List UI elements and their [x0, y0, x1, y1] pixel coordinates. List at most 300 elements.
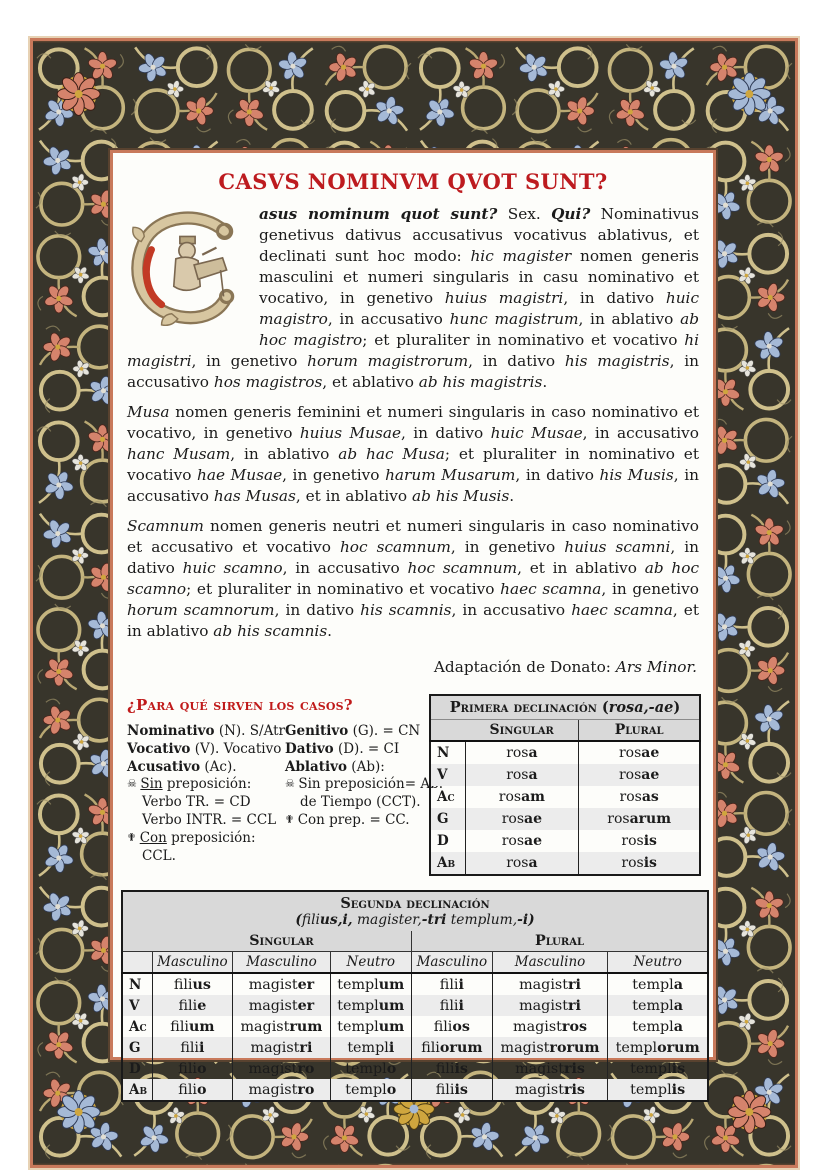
casos-right-column: [285, 723, 443, 866]
table-header-row: [430, 720, 700, 742]
word-stem: ros: [618, 767, 642, 783]
table-title-row: [430, 695, 700, 720]
word-ending: ae: [641, 767, 660, 783]
word-ending: ro: [297, 1081, 315, 1098]
declined-form: [608, 1079, 708, 1101]
word-ending: orum: [439, 1039, 483, 1056]
word-stem: magist: [500, 1039, 550, 1056]
text-segment: Scamnum: [127, 517, 204, 535]
word-stem: ros: [621, 833, 644, 849]
case-label: D: [129, 1060, 141, 1077]
text-segment: ab his Musis: [411, 487, 510, 505]
text-segment: us,i,: [319, 912, 353, 928]
text-segment: de Tiempo (CCT).: [300, 794, 421, 811]
text-segment: (V). Vocativo: [190, 740, 282, 757]
paragraph-musa: [127, 402, 699, 507]
word-ending: is: [643, 833, 657, 849]
dropcap-scribe-illustration: [127, 207, 249, 331]
casos-left-column: [127, 723, 285, 866]
declined-form: [492, 995, 608, 1016]
caso-line: [127, 830, 277, 848]
word-ending: um: [378, 1018, 405, 1035]
text-segment: , in accusativo: [451, 601, 572, 619]
declined-form: [608, 995, 708, 1016]
text-segment: horum scamnorum: [127, 601, 275, 619]
segunda-title: Segunda declinación: [122, 891, 708, 912]
word-ending: i: [458, 997, 464, 1014]
word-ending: ri: [567, 997, 581, 1014]
text-segment: , et ablativo: [322, 373, 419, 391]
text-segment: fili: [301, 912, 320, 928]
text-segment: Vocativo: [127, 740, 191, 757]
word-ending: a: [673, 997, 684, 1014]
text-segment: CCL.: [142, 847, 176, 864]
vine-tile: [609, 1164, 695, 1165]
text-segment: , in accusativo: [127, 466, 699, 505]
declined-form: [608, 1016, 708, 1037]
text-segment: ab his magistris: [418, 373, 543, 391]
declined-form: [465, 741, 579, 764]
declined-form: [152, 1058, 233, 1079]
text-segment: nomen generis feminini et numeri singularis in caso nominativo et vocativo, in genetivo: [127, 403, 699, 442]
word-ending: er: [297, 976, 315, 993]
text-segment: Adaptación de Donato:: [433, 658, 616, 676]
word-stem: fili: [435, 1081, 455, 1098]
text-segment: , in genetivo: [601, 580, 699, 598]
declined-form: [492, 1037, 608, 1058]
text-segment: Qui?: [551, 205, 591, 223]
declined-form: [411, 1037, 492, 1058]
word-ending: ris: [563, 1081, 585, 1098]
word-ending: is: [671, 1060, 686, 1077]
word-stem: fili: [178, 997, 198, 1014]
word-stem: templ: [630, 1060, 672, 1077]
word-ending: us: [192, 976, 211, 993]
caso-line: [285, 723, 435, 741]
caso-line: [127, 740, 282, 759]
text-segment: hi magistri: [127, 331, 699, 370]
text-segment: hoc scamnum: [339, 538, 451, 556]
word-ending: i: [199, 1039, 205, 1056]
word-ending: ros: [561, 1018, 588, 1035]
declined-form: [330, 1016, 411, 1037]
word-stem: templ: [337, 976, 379, 993]
declined-form: [330, 1058, 411, 1079]
word-ending: o: [196, 1081, 207, 1098]
text-segment: .: [542, 373, 548, 391]
word-ending: ris: [563, 1060, 585, 1077]
text-segment: , in dativo: [468, 352, 565, 370]
word-ending: a: [673, 1018, 684, 1035]
declined-form: [152, 1037, 233, 1058]
text-segment: his magistris: [564, 352, 670, 370]
declension-row: [430, 808, 700, 830]
text-segment: , in accusativo: [582, 424, 699, 442]
bullet-icon: ☠: [285, 777, 299, 791]
text-segment: hos magistros: [213, 373, 323, 391]
caso-line: [127, 723, 285, 741]
table-subtitle-row: [122, 912, 708, 931]
word-ending: ae: [524, 833, 543, 849]
caso-line: [127, 848, 277, 866]
text-segment: Verbo INTR. = CCL: [142, 812, 277, 829]
text-segment: Con prep. = CC.: [297, 812, 410, 829]
word-stem: templ: [632, 976, 674, 993]
word-stem: ros: [501, 811, 525, 827]
text-segment: , in dativo: [563, 289, 666, 307]
declension-row: [122, 973, 708, 995]
declined-form: [152, 1016, 233, 1037]
word-ending: ae: [524, 811, 543, 827]
word-ending: a: [528, 855, 538, 871]
text-segment: , in ablativo: [578, 310, 681, 328]
text-segment: Ablativo: [285, 758, 348, 775]
gender-header: Masculino: [152, 952, 233, 974]
text-segment: nomen generis neutri et numeri singularis in caso nominativo et accusativo et vocativo: [127, 517, 699, 556]
text-segment: .: [509, 487, 515, 505]
caso-line: [285, 776, 443, 794]
word-ending: is: [671, 1081, 686, 1098]
bullet-icon: ✟: [127, 830, 140, 844]
text-segment: magister,: [352, 912, 422, 928]
bullet-icon: ☠: [127, 777, 141, 791]
word-stem: templ: [337, 1018, 379, 1035]
case-column-header: [122, 952, 152, 974]
page-title: CASVS NOMINVM QVOT SUNT?: [218, 169, 608, 194]
text-segment: ab hac Musa: [338, 445, 445, 463]
singular-header: Singular: [465, 720, 579, 742]
word-stem: magist: [248, 976, 298, 993]
gender-header-row: [122, 952, 708, 974]
gender-header: Masculino: [233, 952, 330, 974]
text-segment: (: [295, 912, 302, 928]
text-segment: , et in ablativo: [295, 487, 412, 505]
word-ending: a: [673, 976, 684, 993]
case-label: Ac: [129, 1018, 147, 1035]
gender-header: Masculino: [492, 952, 608, 974]
word-ending: a: [528, 745, 538, 761]
declined-form: [152, 995, 233, 1016]
declension-row: [122, 1079, 708, 1101]
word-ending: ri: [567, 976, 581, 993]
word-stem: templ: [630, 1081, 672, 1098]
text-segment: Nominativo: [127, 723, 215, 739]
word-ending: is: [454, 1081, 468, 1098]
text-segment: harum Musarum: [385, 466, 516, 484]
text-segment: (D). = CI: [333, 740, 400, 757]
word-stem: ros: [621, 855, 644, 871]
declined-form: [411, 973, 492, 995]
word-stem: templ: [337, 997, 379, 1014]
caso-line: [285, 812, 435, 830]
word-ending: i: [458, 976, 464, 993]
word-stem: templ: [347, 1039, 389, 1056]
caso-line: [127, 794, 277, 812]
text-segment: (G). = CN: [348, 723, 421, 739]
caso-line: [285, 741, 435, 759]
word-ending: is: [643, 855, 657, 871]
text-segment: , in accusativo: [282, 559, 408, 577]
casos-heading: ¿Para qué sirven los casos?: [127, 696, 353, 714]
declined-form: [233, 1079, 330, 1101]
declined-form: [579, 830, 700, 852]
word-stem: magist: [250, 1039, 300, 1056]
caso-line: [285, 759, 435, 777]
text-segment: hoc scamnum: [407, 559, 518, 577]
text-segment: asus nominum quot sunt?: [259, 205, 498, 223]
text-segment: ab his scamnis: [213, 622, 328, 640]
declined-form: [152, 973, 233, 995]
case-column-header: [122, 931, 152, 952]
text-segment: ): [673, 699, 681, 716]
case-label: Ac: [437, 789, 455, 805]
word-ending: rorum: [549, 1039, 600, 1056]
word-stem: templ: [615, 1039, 658, 1056]
declined-form: [330, 995, 411, 1016]
text-segment: his scamnis: [360, 601, 452, 619]
text-segment: preposición:: [166, 829, 256, 846]
text-segment: preposición:: [162, 776, 252, 793]
caso-line: [127, 812, 277, 830]
text-segment: horum magistrorum: [307, 352, 469, 370]
declined-form: [465, 764, 579, 786]
word-stem: ros: [607, 811, 630, 827]
text-segment: Verbo TR. = CD: [142, 794, 251, 811]
text-segment: huius Musae: [299, 424, 402, 442]
text-segment: ): [528, 912, 535, 928]
declension-row: [122, 995, 708, 1016]
declined-form: [492, 1016, 608, 1037]
declined-form: [465, 808, 579, 830]
word-stem: ros: [618, 745, 642, 761]
word-ending: um: [188, 1018, 215, 1035]
word-stem: fili: [170, 1018, 189, 1035]
text-segment: Dativo: [285, 740, 334, 757]
text-segment: ; et pluraliter in nominativo et vocativo: [362, 331, 685, 349]
word-stem: magist: [515, 1060, 564, 1077]
text-segment: ; et pluraliter in nominativo et vocativo: [127, 445, 699, 484]
declined-form: [608, 1037, 708, 1058]
caso-line: [127, 776, 277, 794]
word-stem: ros: [506, 767, 529, 783]
casos-section: [127, 694, 443, 866]
text-segment: , in genetivo: [282, 466, 386, 484]
gender-header: Neutro: [330, 952, 411, 974]
word-stem: ros: [506, 855, 529, 871]
word-ending: rum: [289, 1018, 323, 1035]
text-segment: his Musis: [599, 466, 674, 484]
plural-header: Plural: [579, 720, 700, 742]
declension-row: [430, 786, 700, 808]
word-ending: os: [452, 1018, 470, 1035]
word-ending: is: [454, 1060, 468, 1077]
text-segment: ros: [608, 699, 635, 716]
declined-form: [233, 1037, 330, 1058]
word-ending: ri: [299, 1039, 313, 1056]
word-ending: um: [378, 997, 405, 1014]
text-segment: templum,: [446, 912, 518, 928]
text-segment: , in accusativo: [127, 352, 699, 391]
primera-declinacion-table: [429, 694, 701, 876]
word-ending: i: [388, 1039, 395, 1056]
declined-form: [465, 830, 579, 852]
declined-form: [411, 1058, 492, 1079]
declension-row: [430, 830, 700, 852]
word-stem: templ: [632, 997, 674, 1014]
text-segment: ; et pluraliter in nominativo et vocativo: [186, 580, 501, 598]
text-segment: huic magistro: [259, 289, 700, 328]
case-label: N: [129, 976, 142, 993]
declension-row: [122, 1058, 708, 1079]
word-stem: magist: [248, 1060, 298, 1077]
declension-row: [122, 1037, 708, 1058]
gender-header: Neutro: [608, 952, 708, 974]
text-segment: haec scamna: [571, 601, 673, 619]
text-segment: ab hoc scamno: [127, 559, 700, 598]
declined-form: [579, 786, 700, 808]
text-segment: , in accusativo: [327, 310, 450, 328]
text-segment: haec scamna: [500, 580, 602, 598]
text-segment: Nominativus genetivus dativus accusativus vocativus ablativus, et declinati sunt hoc modo:: [259, 205, 699, 265]
word-stem: magist: [248, 1081, 298, 1098]
word-stem: fili: [178, 1060, 197, 1077]
word-ending: e: [197, 997, 207, 1014]
word-stem: magist: [515, 1081, 564, 1098]
declined-form: [233, 1016, 330, 1037]
text-segment: , in dativo: [401, 424, 491, 442]
text-segment: (N). S/Atr: [214, 723, 285, 739]
content-panel: [110, 150, 716, 1098]
case-label: D: [437, 833, 449, 849]
text-segment: (Ac).: [200, 758, 237, 775]
text-segment: a,-ae: [634, 699, 674, 716]
vine-tile: [228, 1164, 314, 1165]
word-ending: ro: [297, 1060, 315, 1077]
word-stem: magist: [519, 997, 568, 1014]
text-segment: , et in ablativo: [127, 601, 699, 640]
word-ending: o: [386, 1081, 397, 1098]
casos-columns: [127, 723, 443, 866]
word-stem: fili: [439, 976, 459, 993]
paragraph-scamnum: [127, 516, 699, 642]
table-title-row: [122, 891, 708, 912]
declined-form: [330, 973, 411, 995]
word-stem: magist: [240, 1018, 290, 1035]
word-stem: ros: [501, 833, 525, 849]
caso-line: [127, 759, 277, 777]
word-ending: ae: [641, 745, 660, 761]
text-segment: has Musas: [213, 487, 296, 505]
word-ending: as: [641, 789, 659, 805]
text-segment: huic scamno: [182, 559, 283, 577]
text-segment: -tri: [421, 912, 447, 928]
declension-row: [122, 1016, 708, 1037]
text-segment: (Ab):: [347, 758, 385, 775]
text-segment: hae Musae: [197, 466, 283, 484]
bullet-icon: ✟: [285, 813, 298, 827]
text-segment: , et in ablativo: [517, 559, 645, 577]
case-label: Ab: [437, 855, 456, 871]
declined-form: [330, 1037, 411, 1058]
word-ending: a: [528, 767, 538, 783]
declined-form: [492, 1058, 608, 1079]
text-segment: Con: [139, 829, 167, 846]
text-segment: huius scamni: [564, 538, 671, 556]
word-stem: ros: [619, 789, 642, 805]
declined-form: [608, 1058, 708, 1079]
text-segment: huius magistri: [444, 289, 564, 307]
case-label: G: [129, 1039, 141, 1056]
declined-form: [233, 973, 330, 995]
word-ending: er: [297, 997, 315, 1014]
case-label: G: [437, 811, 449, 827]
declined-form: [233, 1058, 330, 1079]
case-label: V: [129, 997, 140, 1014]
word-stem: magist: [513, 1018, 562, 1035]
declined-form: [492, 973, 608, 995]
text-segment: Sex.: [497, 205, 552, 223]
declined-form: [233, 995, 330, 1016]
word-ending: arum: [629, 811, 672, 827]
declension-row: [430, 741, 700, 764]
singular-group-header: Singular: [152, 931, 411, 952]
text-segment: , in dativo: [515, 466, 600, 484]
middle-row: [127, 694, 701, 876]
gender-header: Masculino: [411, 952, 492, 974]
text-segment: , in genetivo: [191, 352, 308, 370]
text-segment: Musa: [127, 403, 170, 421]
text-segment: , in genetivo: [450, 538, 565, 556]
declension-row: [430, 764, 700, 786]
word-stem: fili: [180, 1039, 200, 1056]
segunda-subtitle: [122, 912, 708, 931]
case-label: Ab: [129, 1081, 148, 1098]
declined-form: [411, 1016, 492, 1037]
word-stem: fili: [421, 1039, 440, 1056]
declined-form: [465, 852, 579, 875]
text-segment: Acusativo: [127, 758, 201, 775]
word-ending: am: [521, 789, 545, 805]
paragraph-magister: [127, 204, 699, 393]
declined-form: [330, 1079, 411, 1101]
text-segment: Genitivo: [285, 723, 349, 739]
segunda-declinacion-table: [121, 890, 709, 1102]
text-segment: , in dativo: [274, 601, 361, 619]
word-stem: fili: [178, 1081, 197, 1098]
text-segment: hic magister: [470, 247, 572, 265]
declined-form: [608, 973, 708, 995]
case-label: N: [437, 745, 450, 761]
declined-form: [411, 1079, 492, 1101]
number-group-row: [122, 931, 708, 952]
text-segment: .: [327, 622, 333, 640]
word-stem: ros: [506, 745, 529, 761]
declension-row: [430, 852, 700, 875]
text-segment: Ars Minor.: [615, 658, 697, 676]
caso-line: [285, 794, 435, 812]
declined-form: [152, 1079, 233, 1101]
text-segment: Sin: [140, 776, 163, 793]
declined-form: [579, 852, 700, 875]
declined-form: [579, 764, 700, 786]
declined-form: [492, 1079, 608, 1101]
word-stem: fili: [173, 976, 193, 993]
case-column-header: [430, 720, 465, 742]
declined-form: [579, 808, 700, 830]
word-stem: ros: [498, 789, 522, 805]
text-segment: Sin preposición= Ab.: [298, 776, 443, 793]
text-segment: -i: [517, 912, 529, 928]
